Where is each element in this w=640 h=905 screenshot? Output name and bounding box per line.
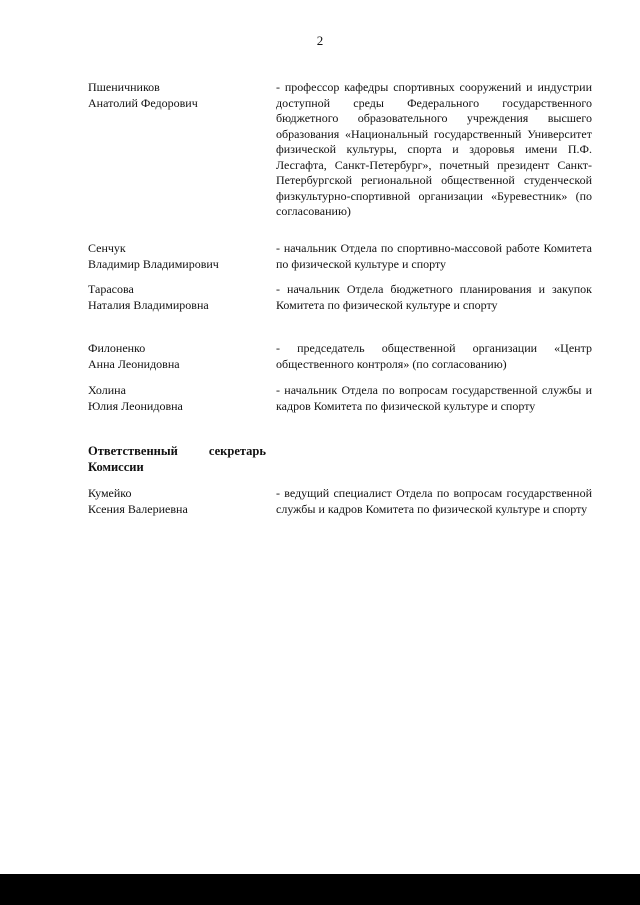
member-given-name: Владимир Владимирович	[88, 256, 219, 271]
secretary-name	[88, 486, 268, 517]
member-surname: Пшеничников	[88, 80, 160, 94]
secretary-role: - ведущий специалист Отдела по вопросам государственной службы и кадров Комитета по физической культуре и спорту	[276, 486, 592, 516]
member-name	[88, 341, 268, 372]
member-role: - профессор кафедры спортивных сооружений и индустрии доступной среды Федерального государственного бюджетного образовательного учреждения высшего образования «Национальный государственный Университет физической культуры, спорта и здоровья имени П.Ф. Лесгафта, Санкт-Петербург», почетный президент Санкт-Петербургской региональной общественной студенческой физкультурно-спортивной организации «Буревестник» (по согласованию)	[276, 80, 592, 218]
member-name	[88, 80, 268, 111]
member-surname: Филоненко	[88, 341, 146, 355]
member-name	[88, 383, 268, 414]
member-name	[88, 282, 268, 313]
member-given-name: Наталия Владимировна	[88, 297, 209, 312]
scan-border	[0, 874, 640, 905]
member-role: - начальник Отдела по спортивно-массовой работе Комитета по физической культуре и спорту	[276, 241, 592, 271]
member-given-name: Анна Леонидовна	[88, 356, 180, 371]
member-given-name: Анатолий Федорович	[88, 95, 198, 110]
member-role: - начальник Отдела бюджетного планирования и закупок Комитета по физической культуре и спорту	[276, 282, 592, 312]
secretary-given-name: Ксения Валериевна	[88, 501, 188, 516]
page-number: 2	[316, 33, 324, 48]
member-surname: Холина	[88, 383, 126, 397]
member-given-name: Юлия Леонидовна	[88, 398, 183, 413]
secretary-heading: Ответственный секретарь Комиссии	[88, 444, 266, 474]
member-role: - начальник Отдела по вопросам государственной службы и кадров Комитета по физической культуре и спорту	[276, 383, 592, 413]
member-surname: Сенчук	[88, 241, 126, 255]
member-surname: Тарасова	[88, 282, 134, 296]
member-name	[88, 241, 268, 272]
secretary-surname: Кумейко	[88, 486, 132, 500]
member-role: - председатель общественной организации «Центр общественного контроля» (по согласованию)	[276, 341, 592, 371]
